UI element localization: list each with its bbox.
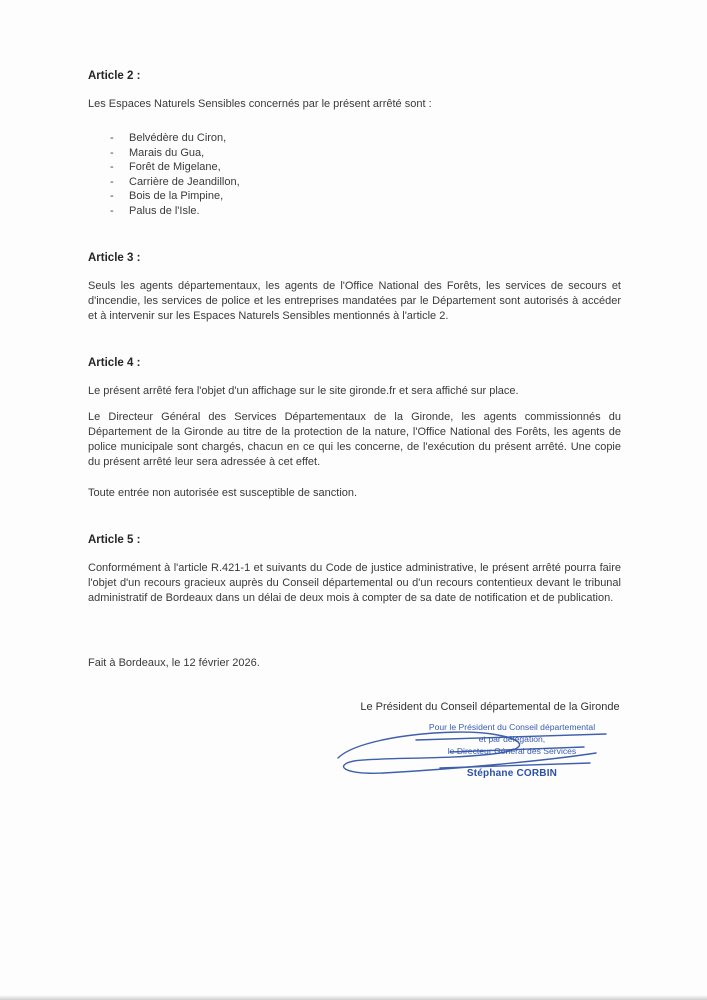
article-3-section	[88, 252, 621, 324]
article-2-section	[88, 70, 621, 219]
list-item	[110, 131, 621, 146]
article-5-heading: Article 5 :	[88, 533, 141, 546]
list-item	[110, 204, 621, 219]
list-item-text: Belvédère du Ciron,	[129, 132, 227, 144]
list-marker: -	[110, 132, 114, 144]
list-item-text: Forêt de Migelane,	[129, 161, 221, 174]
list-item-text: Marais du Gua,	[129, 146, 205, 159]
article-2-heading: Article 2 :	[88, 70, 141, 82]
article-3-heading: Article 3 :	[88, 251, 141, 264]
ens-sites-list	[110, 131, 621, 219]
list-item-text: Bois de la Pimpine,	[129, 190, 224, 203]
signer-name: Stéphane CORBIN	[466, 768, 558, 779]
list-item-text: Palus de l'Isle.	[129, 204, 200, 217]
signature-block	[358, 700, 622, 779]
list-marker: -	[110, 161, 114, 174]
delegation-line: et par délégation,	[478, 734, 546, 744]
delegation-stamp	[406, 721, 618, 779]
delegation-line: Pour le Président du Conseil départemental	[428, 722, 596, 732]
article-4-paragraph: Toute entrée non autorisée est susceptible de sanction.	[88, 486, 358, 499]
list-marker: -	[110, 190, 114, 203]
article-4-paragraph: Le présent arrêté fera l'objet d'un affichage sur le site gironde.fr et sera affiché sur place.	[88, 384, 519, 397]
list-marker: -	[110, 175, 114, 188]
list-item	[110, 189, 621, 204]
article-5-section	[88, 534, 621, 606]
article-3-body: Seuls les agents départementaux, les agents de l'Office National des Forêts, les services de secours et d'incendie, les services de police et les entreprises mandatées par le Département sont autorisés à accéder et à intervenir sur les Espaces Naturels Sensibles mentionnés à l'article 2.	[88, 279, 621, 322]
list-marker: -	[110, 204, 114, 217]
list-item	[110, 146, 621, 161]
delegation-line: le Directeur Général des Services	[447, 746, 577, 756]
article-2-intro: Les Espaces Naturels Sensibles concernés par le présent arrêté sont :	[88, 98, 432, 110]
signatory-title: Le Président du Conseil départemental de la Gironde	[360, 701, 620, 713]
list-marker: -	[110, 146, 114, 159]
article-5-body: Conformément à l'article R.421-1 et suivants du Code de justice administrative, le présent arrêté pourra faire l'objet d'un recours gracieux auprès du Conseil départemental ou d'un recours contentieux devant le tribunal administratif de Bordeaux dans un délai de deux mois à compter de sa date de notification et de publication.	[88, 561, 621, 604]
article-4-section	[88, 357, 621, 501]
date-place-line: Fait à Bordeaux, le 12 février 2026.	[88, 656, 260, 669]
list-item	[110, 175, 621, 190]
list-item	[110, 160, 621, 175]
article-4-heading: Article 4 :	[88, 356, 141, 369]
list-item-text: Carrière de Jeandillon,	[129, 175, 240, 188]
article-4-paragraph: Le Directeur Général des Services Départementaux de la Gironde, les agents commissionnés du Département de la Gironde au titre de la protection de la nature, l'Office National des Forêts, les agents de police municipale sont chargés, chacun en ce qui les concerne, de l'exécution du présent arrêté. Une copie du présent arrêté leur sera adressée à cet effet.	[88, 410, 621, 468]
